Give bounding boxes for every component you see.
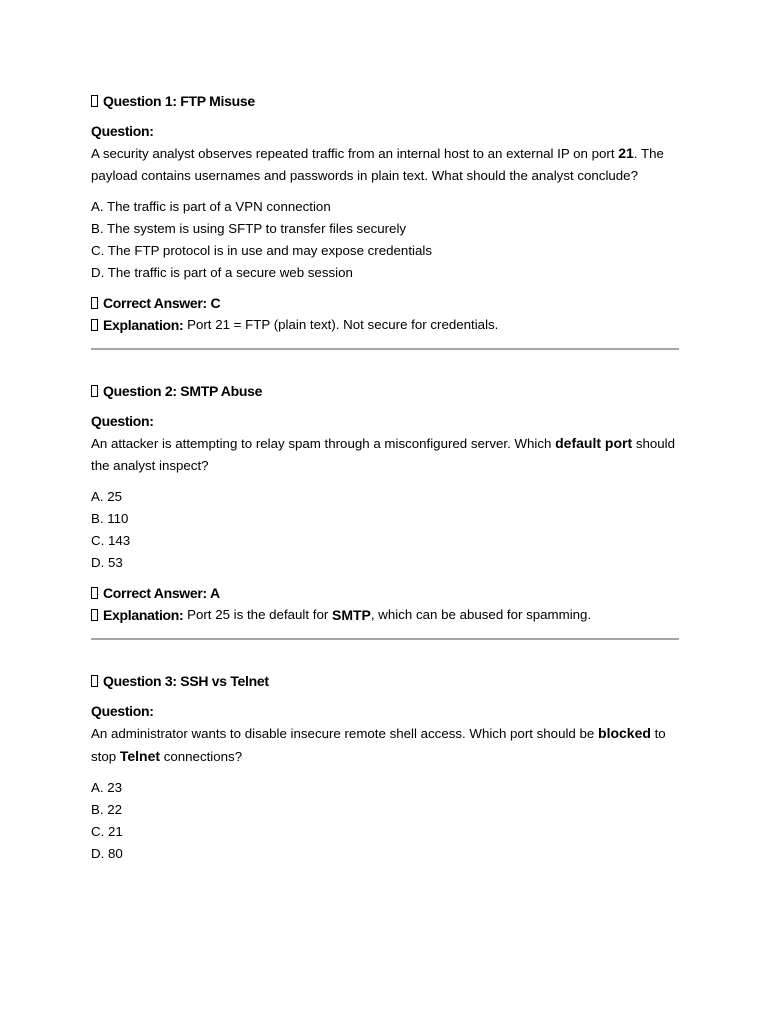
option-b: B. 110 [91, 511, 129, 526]
question-heading [91, 670, 679, 692]
question-label: Question: [91, 413, 154, 429]
missing-glyph-icon [91, 587, 98, 599]
correct-answer: Correct Answer: A [103, 585, 220, 601]
quiz-content [91, 90, 679, 873]
explanation-line [91, 604, 679, 626]
emphasis-text: default port [555, 435, 633, 451]
missing-glyph-icon [91, 319, 98, 331]
explanation-emphasis: SMTP [332, 607, 371, 623]
question-text: An administrator wants to disable insecure remote shell access. Which port should be blocked to stop Telnet connections? [91, 725, 666, 764]
emphasis-text-2: Telnet [119, 748, 161, 764]
section-divider [91, 348, 679, 350]
question-heading [91, 90, 679, 112]
option-d: D. 53 [91, 555, 123, 570]
option-c: C. 21 [91, 824, 123, 839]
question-text: An attacker is attempting to relay spam through a misconfigured server. Which default port should the analyst inspect? [91, 435, 676, 473]
option-d: D. The traffic is part of a secure web session [91, 265, 353, 280]
question-block-1 [91, 90, 679, 336]
question-heading [91, 380, 679, 402]
option-c: C. The FTP protocol is in use and may expose credentials [91, 243, 432, 258]
missing-glyph-icon [91, 297, 98, 309]
question-title: Question 1: FTP Misuse [103, 93, 255, 109]
question-text: A security analyst observes repeated traffic from an internal host to an external IP on port 21. The payload contains usernames and passwords in plain text. What should the analyst conclude? [91, 145, 664, 183]
option-a: A. 25 [91, 489, 123, 504]
explanation-label: Explanation: [103, 607, 184, 623]
explanation-text: Port 25 is the default for [183, 607, 332, 622]
emphasis-text: 21 [618, 145, 634, 161]
correct-answer-line [91, 292, 679, 314]
question-block-3 [91, 670, 679, 865]
explanation-line [91, 314, 679, 336]
question-block-2 [91, 380, 679, 626]
explanation-label: Explanation: [103, 317, 184, 333]
options-list [91, 777, 679, 865]
options-list [91, 486, 679, 574]
missing-glyph-icon [91, 95, 98, 107]
options-list [91, 196, 679, 284]
question-title: Question 2: SMTP Abuse [103, 383, 263, 399]
missing-glyph-icon [91, 675, 98, 687]
correct-answer-line [91, 582, 679, 604]
question-title: Question 3: SSH vs Telnet [103, 673, 269, 689]
section-divider [91, 638, 679, 640]
missing-glyph-icon [91, 609, 98, 621]
missing-glyph-icon [91, 385, 98, 397]
question-label: Question: [91, 703, 154, 719]
option-b: B. 22 [91, 802, 123, 817]
option-a: A. 23 [91, 780, 123, 795]
question-label: Question: [91, 123, 154, 139]
explanation-text-end: , which can be abused for spamming. [370, 607, 592, 622]
emphasis-text: blocked [598, 725, 651, 741]
option-d: D. 80 [91, 846, 123, 861]
explanation-text: Port 21 = FTP (plain text). Not secure for credentials. [183, 317, 499, 332]
option-b: B. The system is using SFTP to transfer files securely [91, 221, 407, 236]
correct-answer: Correct Answer: C [103, 295, 221, 311]
option-a: A. The traffic is part of a VPN connection [91, 199, 331, 214]
option-c: C. 143 [91, 533, 131, 548]
